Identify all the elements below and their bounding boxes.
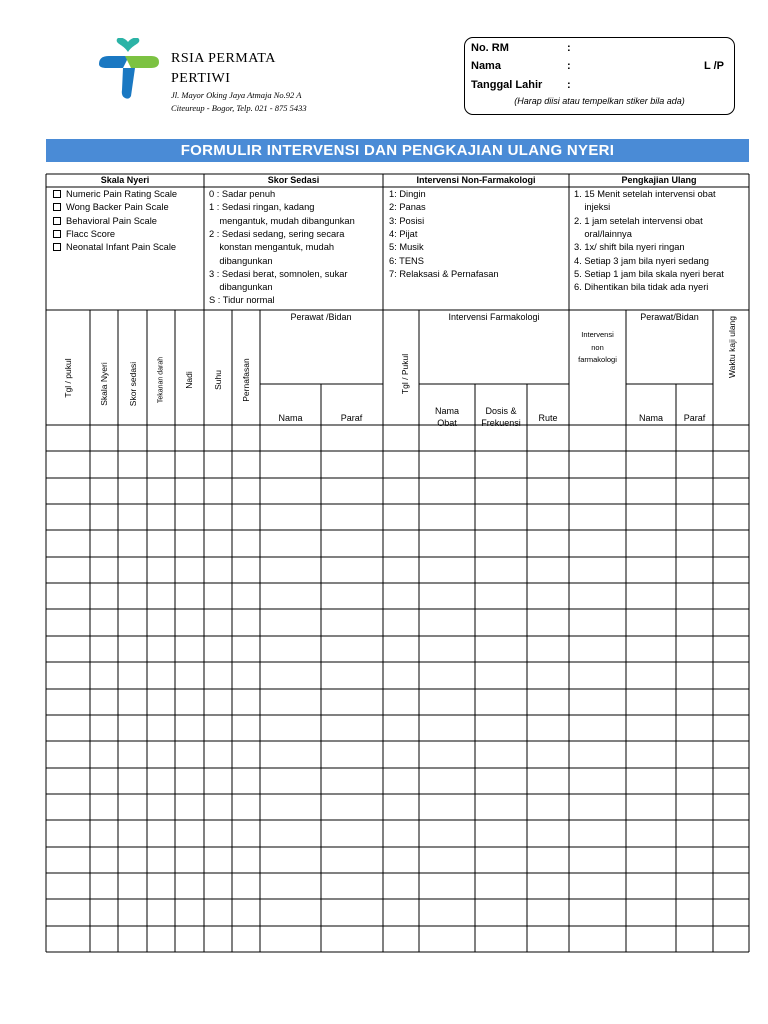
pengkajian-ulang-item-0: 1. 15 Menit setelah intervensi obat [574,189,716,199]
skor-sedasi-item-8: S : Tidur normal [209,295,275,306]
col-paraf-2: Paraf [683,413,706,423]
pengkajian-ulang-item-4: 3. 1x/ shift bila nyeri ringan [574,242,685,253]
pengkajian-ulang-item-5: 4. Setiap 3 jam bila nyeri sedang [574,255,709,266]
skor-sedasi-item-4: konstan mengantuk, mudah [209,242,335,253]
skor-sedasi-item-2: mengantuk, mudah dibangunkan [209,215,355,226]
non-farmakologi-item-5: 6: TENS [389,255,424,266]
col-perawat-bidan-2: Perawat/Bidan [640,312,699,322]
col-skor-sedasi: Skor sedasi [128,361,138,407]
table-row[interactable] [46,873,749,899]
non-farmakologi-item-0: 1: Dingin [389,189,426,199]
non-farmakologi-item-1: 2: Panas [389,202,426,213]
pengkajian-ulang-item-3: oral/lainnya [574,228,632,239]
non-farmakologi-item-6: 7: Relaksasi & Pernafasan [389,268,499,279]
skor-sedasi-item-3: 2 : Sedasi sedang, sering secara [209,228,345,239]
skor-sedasi-item-1: 1 : Sedasi ringan, kadang [209,202,315,213]
non-farmakologi-item-2: 3: Posisi [389,215,425,226]
header-skala-nyeri: Skala Nyeri [100,175,150,185]
skala-nyeri-option-2[interactable]: Behavioral Pain Scale [53,215,157,228]
checkbox-icon[interactable] [53,190,61,198]
table-row[interactable] [46,530,749,556]
col-tgl-pukul: Tgl / pukul [63,358,73,398]
skala-nyeri-option-1[interactable]: Wong Backer Pain Scale [53,201,169,214]
table-row[interactable] [46,451,749,477]
table-row[interactable] [46,689,749,715]
form-title: FORMULIR INTERVENSI DAN PENGKAJIAN ULANG NYERI [46,139,749,162]
non-farmakologi-item-4: 5: Musik [389,242,424,253]
col-suhu: Suhu [213,370,223,390]
table-row[interactable] [46,583,749,609]
skala-nyeri-option-3[interactable]: Flacc Score [53,228,115,241]
pengkajian-ulang-item-6: 5. Setiap 1 jam bila skala nyeri berat [574,268,724,279]
header-skor-sedasi: Skor Sedasi [267,175,320,185]
table-row[interactable] [46,820,749,846]
col-waktu-kaji-ulang: Waktu kaji ulang [727,315,737,379]
col-intervensi-non-farmakologi: Intervensi non farmakologi [578,330,617,364]
pengkajian-ulang-item-1: injeksi [574,202,611,213]
checkbox-icon[interactable] [53,217,61,225]
table-row[interactable] [46,504,749,530]
col-pernafasan: Pernafasan [241,358,251,402]
table-row[interactable] [46,768,749,794]
no-rm-field[interactable]: : [567,42,571,54]
table-row[interactable] [46,662,749,688]
skor-sedasi-item-6: 3 : Sedasi berat, somnolen, sukar [209,268,348,279]
col-tgl-pukul-2: Tgl / Pukul [400,353,410,395]
tanggal-lahir-label: Tanggal Lahir [471,79,543,91]
nama-field[interactable]: : [567,60,571,72]
col-rute: Rute [538,413,558,423]
non-farmakologi-item-3: 4: Pijat [389,228,418,239]
table-row[interactable] [46,636,749,662]
col-nadi: Nadi [184,371,194,389]
col-paraf-1: Paraf [340,413,363,423]
skor-sedasi-item-7: dibangunkan [209,282,273,293]
tanggal-lahir-field[interactable]: : [567,79,571,91]
col-tekanan-darah: Tekanan darah [157,356,165,404]
skala-nyeri-option-0[interactable]: Numeric Pain Rating Scale [53,188,177,201]
hospital-name: RSIA PERMATA PERTIWI [171,51,276,86]
table-row[interactable] [46,478,749,504]
table-row[interactable] [46,899,749,925]
table-row[interactable] [46,741,749,767]
pengkajian-ulang-item-7: 6. Dihentikan bila tidak ada nyeri [574,282,709,293]
table-row[interactable] [46,794,749,820]
skala-nyeri-option-4[interactable]: Neonatal Infant Pain Scale [53,241,176,254]
nama-label: Nama [471,60,501,72]
checkbox-icon[interactable] [53,230,61,238]
header-intervensi-non-farmakologi: Intervensi Non-Farmakologi [416,175,536,185]
col-perawat-bidan-1: Perawat /Bidan [290,312,352,322]
no-rm-label: No. RM [471,42,509,54]
hospital-address: Jl. Mayor Oking Jaya Atmaja No.92 A Citeureup - Bogor, Telp. 021 - 875 5433 [171,90,307,113]
pengkajian-ulang-item-2: 2. 1 jam setelah intervensi obat [574,215,703,226]
patient-id-note: (Harap diisi atau tempelkan stiker bila ada) [514,96,685,106]
checkbox-icon[interactable] [53,203,61,211]
table-row[interactable] [46,926,749,952]
skor-sedasi-item-5: dibangunkan [209,255,273,266]
table-row[interactable] [46,847,749,873]
skor-sedasi-item-0: 0 : Sadar penuh [209,189,276,199]
col-dosis-frekuensi: Dosis & Frekuensi [481,406,521,428]
checkbox-icon[interactable] [53,243,61,251]
table-row[interactable] [46,715,749,741]
col-skala-nyeri: Skala Nyeri [99,362,109,406]
col-nama-2: Nama [638,413,663,423]
table-row[interactable] [46,557,749,583]
header-pengkajian-ulang: Pengkajian Ulang [621,175,697,185]
table-row[interactable] [46,425,749,451]
col-nama-1: Nama [278,413,303,423]
table-row[interactable] [46,609,749,635]
col-nama-obat: Nama Obat [434,406,459,428]
col-intervensi-farmakologi: Intervensi Farmakologi [448,312,540,322]
gender-label[interactable]: L /P [704,60,724,72]
